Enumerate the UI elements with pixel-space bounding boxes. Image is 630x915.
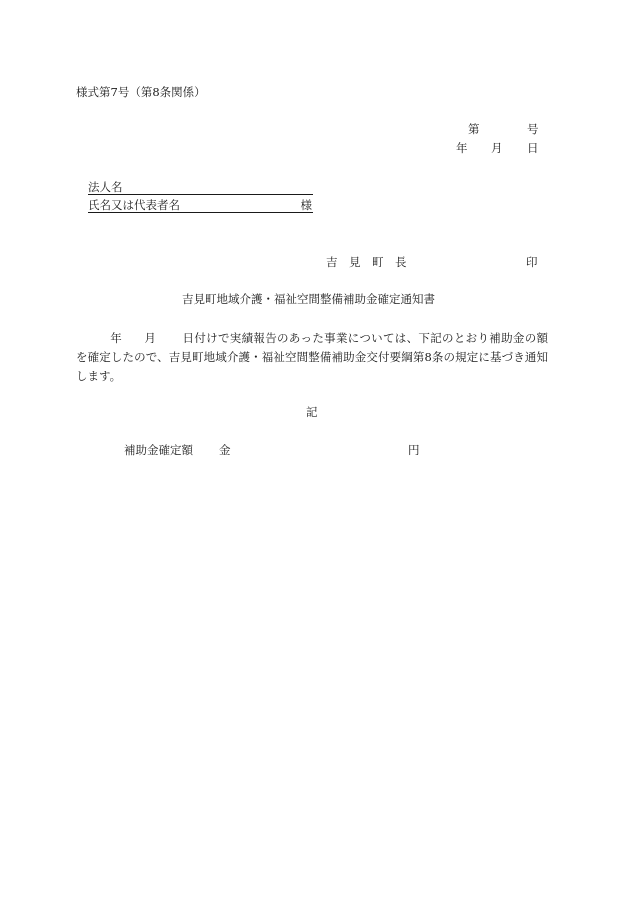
ki-heading: 記 xyxy=(306,405,318,419)
doc-number-prefix: 第 xyxy=(468,122,480,136)
amount-label: 補助金確定額 xyxy=(124,443,193,457)
corp-name-label: 法人名 xyxy=(88,180,123,194)
amount-unit: 円 xyxy=(408,443,420,457)
date-month: 月 xyxy=(491,141,503,155)
amount-prefix: 金 xyxy=(219,443,231,457)
honorific: 様 xyxy=(300,198,312,212)
date-day: 日 xyxy=(527,141,539,155)
document-title: 吉見町地域介護・福祉空間整備補助金確定通知書 xyxy=(182,292,435,306)
date-year: 年 xyxy=(456,141,468,155)
corp-name-field xyxy=(88,180,313,195)
representative-name-label: 氏名又は代表者名 xyxy=(88,198,180,212)
form-number: 様式第7号（第8条関係） xyxy=(76,85,206,99)
seal-mark: 印 xyxy=(526,255,538,269)
representative-name-field xyxy=(88,198,313,213)
body-text: 日付けで実績報告のあった事業については、下記のとおり補助金の額を確定したので、吉見町地域介護・福祉空間整備補助金交付要綱第8条の規定に基づき通知します。 xyxy=(76,331,549,383)
doc-number-suffix: 号 xyxy=(527,122,539,136)
issuer-title: 吉 見 町 長 xyxy=(326,255,407,269)
body-year: 年 xyxy=(110,331,123,345)
body-month: 月 xyxy=(144,331,157,345)
body-paragraph xyxy=(76,329,548,386)
